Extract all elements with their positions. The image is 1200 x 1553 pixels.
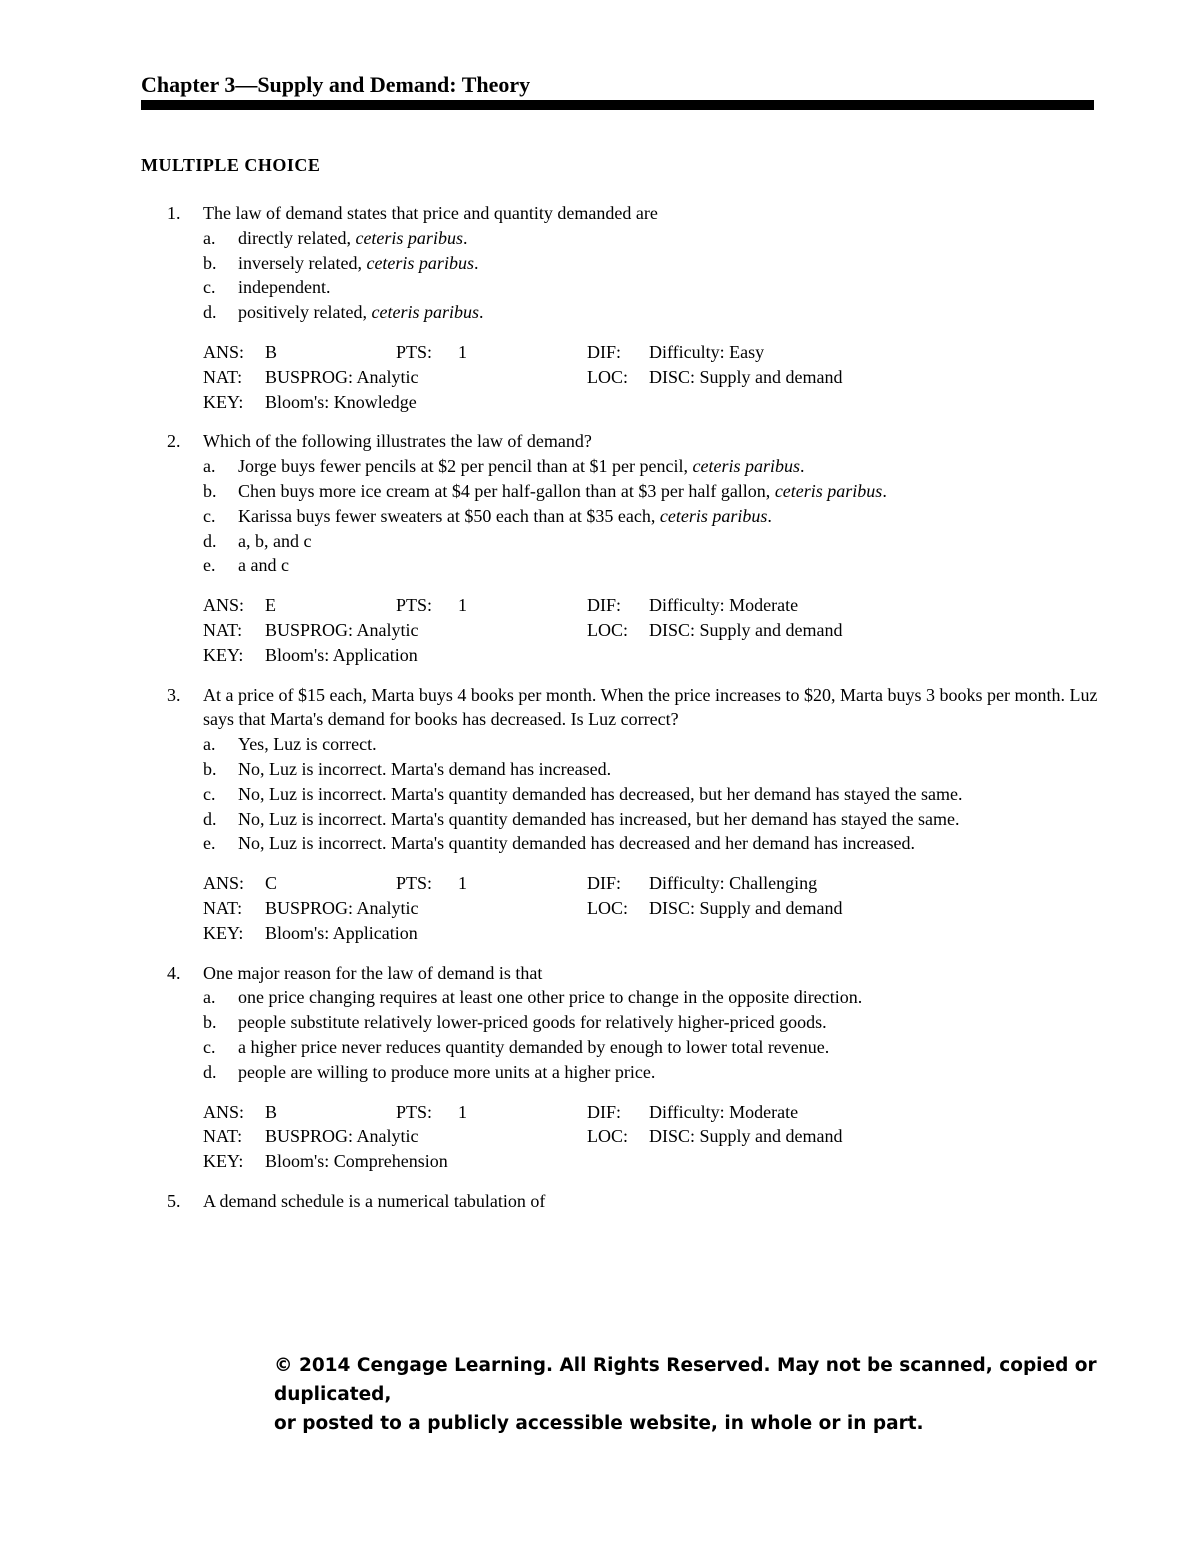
key-label: KEY: [203,922,244,943]
loc-value: DISC: Supply and demand [649,619,843,640]
ans-value: B [265,1101,278,1122]
choice-text: No, Luz is incorrect. Marta's quantity demanded has decreased, but her demand has stayed the same. [238,783,963,804]
meta-row [203,1100,1101,1125]
choice-tail: . [767,505,772,526]
answer-choice [203,454,1101,479]
meta-row [203,871,1101,896]
nat-label: NAT: [203,897,243,918]
nat-value: BUSPROG: Analytic [265,619,419,640]
choice-text: No, Luz is incorrect. Marta's quantity demanded has increased, but her demand has stayed the same. [238,808,960,829]
choice-text: Karissa buys fewer sweaters at $50 each than at $35 each, [238,505,656,526]
choice-letter: c. [203,1036,216,1057]
key-value: Bloom's: Comprehension [265,1151,448,1172]
question [141,1189,1101,1214]
choice-letter: b. [203,480,217,501]
nat-value: BUSPROG: Analytic [265,366,419,387]
choice-letter: d. [203,530,217,551]
choice-text: independent. [238,277,331,298]
answer-choice [203,529,1101,554]
question-stem: One major reason for the law of demand is that [203,962,543,983]
question-metadata [203,340,1101,414]
choice-italic: ceteris paribus [366,252,474,273]
copyright-line: © 2014 Cengage Learning. All Rights Reserved. May not be scanned, copied or duplicated, [274,1355,1097,1405]
answer-choice [203,807,1101,832]
meta-row [203,618,1101,643]
choice-italic: ceteris paribus [371,302,479,323]
answer-choice [203,275,1101,300]
choice-text: a, b, and c [238,530,312,551]
question [141,683,1101,946]
meta-row [203,921,1101,946]
answer-choice [203,479,1101,504]
ans-label: ANS: [203,341,245,362]
meta-row [203,896,1101,921]
choice-letter: b. [203,1012,217,1033]
answer-choice [203,251,1101,276]
loc-label: LOC: [587,897,629,918]
choice-text: Jorge buys fewer pencils at $2 per pencil than at $1 per pencil, [238,456,689,477]
choice-letter: a. [203,456,216,477]
ans-value: C [265,873,278,894]
key-label: KEY: [203,644,244,665]
meta-row [203,1124,1101,1149]
choice-text: No, Luz is incorrect. Marta's quantity demanded has decreased and her demand has increased. [238,833,915,854]
pts-label: PTS: [396,595,433,616]
choice-text: people substitute relatively lower-priced goods for relatively higher-priced goods. [238,1012,827,1033]
dif-value: Difficulty: Moderate [649,595,799,616]
question-stem: Which of the following illustrates the law of demand? [203,431,592,452]
question [141,429,1101,667]
choice-italic: ceteris paribus [355,227,463,248]
answer-choice [203,831,1101,856]
question-list [141,201,1101,1229]
section-heading: MULTIPLE CHOICE [141,155,321,175]
choice-letter: d. [203,808,217,829]
dif-value: Difficulty: Easy [649,341,765,362]
choice-letter: c. [203,783,216,804]
question-stem: The law of demand states that price and quantity demanded are [203,203,658,223]
dif-label: DIF: [587,873,622,894]
key-value: Bloom's: Application [265,644,418,665]
question-metadata [203,1100,1101,1174]
choice-text: positively related, [238,302,367,323]
answer-choice [203,757,1101,782]
choice-letter: d. [203,1061,217,1082]
choice-tail: . [473,252,479,273]
dif-label: DIF: [587,1101,622,1122]
ans-value: B [265,341,278,362]
ans-value: E [265,595,276,616]
choice-text: a and c [238,555,289,576]
answer-choice [203,553,1101,578]
answer-choice [203,732,1101,757]
answer-choice [203,1010,1101,1035]
key-label: KEY: [203,391,244,412]
choice-text: Yes, Luz is correct. [238,734,377,755]
nat-label: NAT: [203,366,243,387]
question [141,961,1101,1174]
question-stem: A demand schedule is a numerical tabulation of [203,1190,546,1211]
dif-label: DIF: [587,595,622,616]
question-stem: At a price of $15 each, Marta buys 4 books per month. When the price increases to $20, Marta buys 3 books per month. Luz says that Marta's demand for books has decreased. Is Luz correct? [203,684,1098,730]
key-label: KEY: [203,1151,244,1172]
question [141,201,1101,414]
chapter-title: Chapter 3—Supply and Demand: Theory [141,72,531,97]
choice-tail: . [462,227,468,248]
choice-text: No, Luz is incorrect. Marta's demand has increased. [238,758,612,779]
ans-label: ANS: [203,873,245,894]
meta-row [203,340,1101,365]
question-number: 3. [167,684,181,705]
choice-letter: e. [203,555,216,576]
dif-label: DIF: [587,341,622,362]
ans-label: ANS: [203,1101,245,1122]
choice-letter: a. [203,987,216,1008]
choice-tail: . [882,480,887,501]
choice-text: a higher price never reduces quantity demanded by enough to lower total revenue. [238,1036,830,1057]
choice-letter: e. [203,833,216,854]
dif-value: Difficulty: Challenging [649,873,818,894]
loc-value: DISC: Supply and demand [649,897,843,918]
loc-value: DISC: Supply and demand [649,366,843,387]
question-number: 1. [167,203,181,223]
loc-label: LOC: [587,619,629,640]
nat-label: NAT: [203,1126,243,1147]
title-rule [141,100,1094,110]
choice-letter: b. [203,252,217,273]
answer-choice [203,782,1101,807]
meta-row [203,1149,1101,1174]
choice-letter: b. [203,758,217,779]
ans-label: ANS: [203,595,245,616]
pts-value: 1 [458,595,467,616]
loc-value: DISC: Supply and demand [649,1126,843,1147]
choice-italic: ceteris paribus [659,505,768,526]
question-number: 4. [167,962,181,983]
choice-letter: d. [203,302,217,323]
pts-label: PTS: [396,873,433,894]
choice-text: one price changing requires at least one other price to change in the opposite direction. [238,987,863,1008]
choice-text: people are willing to produce more units at a higher price. [238,1061,656,1082]
question-number: 2. [167,431,181,452]
answer-choice [203,504,1101,529]
copyright-line: or posted to a publicly accessible website, in whole or in part. [274,1413,924,1434]
meta-row [203,390,1101,415]
choice-text: Chen buys more ice cream at $4 per half-gallon than at $3 per half gallon, [238,480,771,501]
choice-text: directly related, [238,227,351,248]
loc-label: LOC: [587,1126,629,1147]
key-value: Bloom's: Application [265,922,418,943]
question-number: 5. [167,1190,181,1211]
choice-text: inversely related, [238,252,362,273]
choice-italic: ceteris paribus [692,456,801,477]
pts-label: PTS: [396,1101,433,1122]
choice-letter: a. [203,734,216,755]
question-metadata [203,871,1101,945]
choice-letter: c. [203,277,216,298]
choice-tail: . [478,302,484,323]
answer-choice [203,300,1101,325]
nat-value: BUSPROG: Analytic [265,897,419,918]
choice-letter: a. [203,227,216,248]
dif-value: Difficulty: Moderate [649,1101,799,1122]
pts-label: PTS: [396,341,433,362]
nat-label: NAT: [203,619,243,640]
nat-value: BUSPROG: Analytic [265,1126,419,1147]
choice-italic: ceteris paribus [774,480,883,501]
copyright-notice [274,1351,1114,1438]
question-metadata [203,593,1101,667]
answer-choice [203,1035,1101,1060]
answer-choice [203,226,1101,251]
loc-label: LOC: [587,366,629,387]
answer-choice [203,1060,1101,1085]
meta-row [203,643,1101,668]
key-value: Bloom's: Knowledge [265,391,417,412]
choice-tail: . [800,456,805,477]
meta-row [203,593,1101,618]
pts-value: 1 [458,873,467,894]
answer-choice [203,985,1101,1010]
pts-value: 1 [458,341,467,362]
meta-row [203,365,1101,390]
choice-letter: c. [203,505,216,526]
pts-value: 1 [458,1101,467,1122]
